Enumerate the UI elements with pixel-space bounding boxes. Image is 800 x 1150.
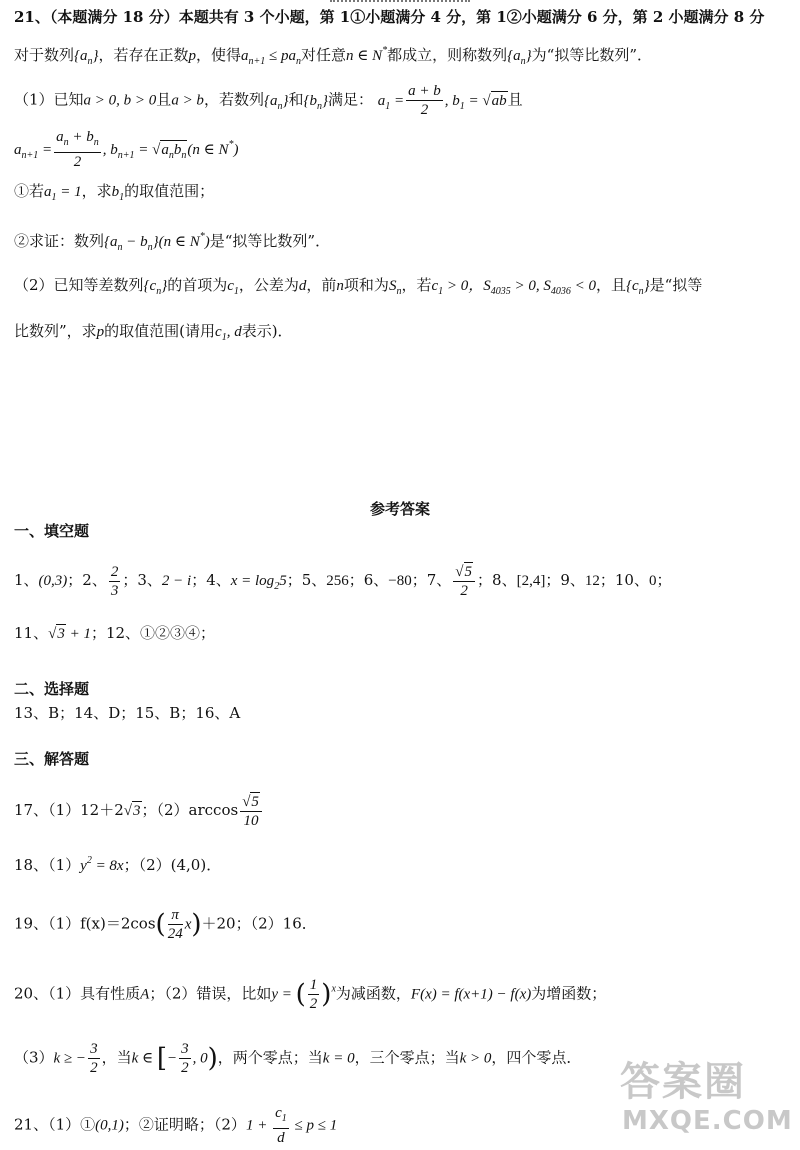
- section-solutions: 三、解答题: [14, 750, 90, 768]
- q21-recurrence: $a_{n+1}$ = $\frac{a_n + b_n}{2}$ , $b_{n+1} = √a_nb_n(n$ ∈ N*): [14, 129, 239, 170]
- answers-choice: 13、B；14、D；15、B；16、A: [14, 704, 241, 722]
- q21-sub2: ②求证：数列$\{a_n - b_n\}(n$ ∈ N*)是“拟等比数列”．: [14, 231, 331, 253]
- watermark-logo: [612, 1050, 793, 1145]
- watermark-text: 答案圈: [620, 1059, 746, 1105]
- answer-17: 17、（1）12＋2√3；（2）arccos $\frac{√5}{10}$: [14, 792, 264, 830]
- q21-part2: （2）已知等差数列$\{c_n\}$的首项为$c_1$，公差为d，前n项和为$S_n$，若$c_1 > 0$，$S_{4035} > 0$, $S_{4036} < 0$，且$\{c_n\}$是“拟等: [14, 276, 703, 297]
- answer-20-3: （3）k ≥ − $\frac{3}{2}$ ，当k ∈ [− $\frac{3}{2}$ , 0)，两个零点；当k = 0，三个零点；当k > 0，四个零点．: [14, 1041, 582, 1076]
- section-choice: 二、选择题: [14, 680, 90, 698]
- answer-18: 18、$(1)y^2 = 8x$；（2）(4,0)．: [14, 855, 222, 874]
- q21-header: 21、（本题满分 18 分）本题共有 3 个小题，第 1①小题满分 4 分，第 1②小题满分 6 分，第 2 小题满分 8 分: [14, 8, 765, 26]
- q21-definition: 对于数列$\{a_n\}$，若存在正数p，使得$a_{n+1} \le pa_n$对任意n ∈ N*都成立，则称数列$\{a_n\}$为“拟等比数列”．: [14, 45, 653, 67]
- answer-21: 21、（1）①(0,1)；②证明略；（2）1 + $\frac{c_1}{d}$ ≤ p ≤ 1: [14, 1105, 338, 1146]
- q21-part2-cont: 比数列”，求p的取值范围(请用$c_1$, d表示)．: [14, 322, 293, 343]
- answers-title: 参考答案: [369, 500, 430, 518]
- answer-20: 20、（1）具有性质A；（2）错误，比如y = ( $\frac{1}{2}$ )$^x$为减函数，F(x) = f(x+1) − f(x)为增函数；: [14, 977, 607, 1012]
- answers-fill-11-12: 11、√3 + 1；12、①②③④；: [14, 624, 216, 642]
- q21-part1-given: （1）已知a > 0, b > 0且a > b，若数列$\{a_n\}$和$\{b_n\}$满足： $a_1$ = $\frac{a + b}{2}$ , $b_1 = √ab$且: [14, 83, 523, 118]
- watermark-url: MXQE.COM: [622, 1106, 793, 1136]
- q21-sub1: ①若$a_1 = 1$，求$b_1$的取值范围；: [14, 182, 215, 203]
- answers-fill-1-10: 1、(0,3)；2、 $\frac{2}{3}$ ；3、2 − i；4、$x = \log_25$；5、256；6、−80；7、 $\frac{√5}{2}$ ；8、[2,4]；9、12；10、0；: [14, 563, 672, 599]
- answer-19: 19、（1）f(x)＝2cos( $\frac{\pi}{24}$ x)＋20；（2）16．: [14, 907, 317, 942]
- section-fill-blank: 一、填空题: [14, 522, 90, 540]
